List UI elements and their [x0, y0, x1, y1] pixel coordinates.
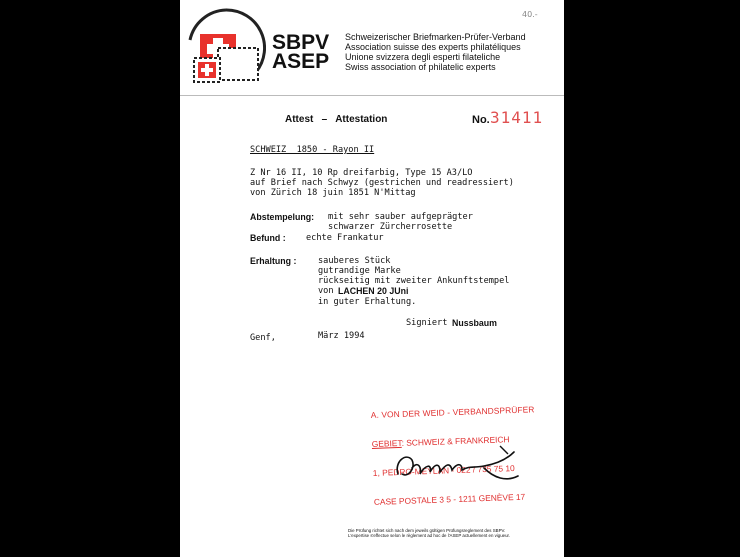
signiert-name: Nussbaum [452, 318, 497, 328]
org-name-de: Schweizerischer Briefmarken-Prüfer-Verband [345, 32, 526, 42]
befund-value: echte Frankatur [306, 233, 384, 243]
erhaltung-line-4: von [318, 286, 334, 296]
pencil-note: 40.- [522, 10, 538, 19]
abstempelung-line-2: schwarzer Zürcherrosette [328, 222, 453, 232]
erhaltung-line-2: gutrandige Marke [318, 266, 401, 276]
stamp-line-4: CASE POSTALE 3 5 - 1211 GENÈVE 17 [373, 491, 526, 507]
abstempelung-label: Abstempelung: [250, 212, 315, 222]
brand-wordmark [272, 33, 329, 71]
place: Genf, [250, 333, 276, 343]
erhaltung-line-3: rückseitig mit zweiter Ankunftstempel [318, 276, 510, 286]
erhaltung-line-1: sauberes Stück [318, 256, 391, 266]
header-divider [180, 95, 564, 96]
stamp-line-1: A. VON DER WEID - VERBANDSPRÜFER [370, 404, 535, 421]
org-name-it: Unione svizzera degli esperti filateliche [345, 52, 501, 62]
brand-sbpv: SBPV [272, 31, 330, 54]
stamp-line-2-rest: : SCHWEIZ & FRANKREICH [401, 434, 510, 448]
attest-title: Attest – Attestation [285, 114, 388, 125]
befund-label: Befund : [250, 233, 286, 243]
org-name-en: Swiss association of philatelic experts [345, 62, 496, 72]
erhaltung-line-5: in guter Erhaltung. [318, 297, 417, 307]
description-line-2: auf Brief nach Schwyz (gestrichen und readressiert) [250, 178, 514, 188]
certificate-number: 31411 [490, 108, 544, 127]
organization-names [345, 32, 526, 72]
description-line-3: von Zürich 18 juin 1851 N'Mittag [250, 188, 416, 198]
number-label: No. [472, 114, 490, 126]
footer-note [348, 528, 510, 538]
abstempelung-line-1: mit sehr sauber aufgeprägter [328, 212, 473, 222]
org-name-fr: Association suisse des experts philatéliques [345, 42, 521, 52]
sbpv-logo-icon [186, 8, 266, 88]
brand-asep: ASEP [272, 50, 330, 73]
date: März 1994 [318, 331, 365, 341]
stamp-line-2-prefix: GEBIET [371, 437, 402, 449]
handwritten-signature [388, 438, 528, 488]
description-line-1: Z Nr 16 II, 10 Rp dreifarbig, Type 15 A3/LO [250, 168, 473, 178]
footer-line-1: Die Prüfung richtet sich nach dem jeweils gültigen Prüfungsreglement des SBPV. [348, 528, 506, 533]
certificate-page [180, 0, 564, 557]
footer-line-2: L'expertise s'effectue selon le règlement ad hoc de l'ASEP actuellement en vigueur. [348, 533, 510, 539]
stamp-line-3: 1, PEDRO-MEYLAN - 022 / 735 75 10 [372, 462, 515, 478]
certificate-heading: SCHWEIZ 1850 - Rayon II [250, 145, 375, 155]
erhaltung-postmark: LACHEN 20 JUni [338, 286, 409, 296]
signiert-label: Signiert [406, 318, 448, 328]
erhaltung-label: Erhaltung : [250, 256, 297, 266]
